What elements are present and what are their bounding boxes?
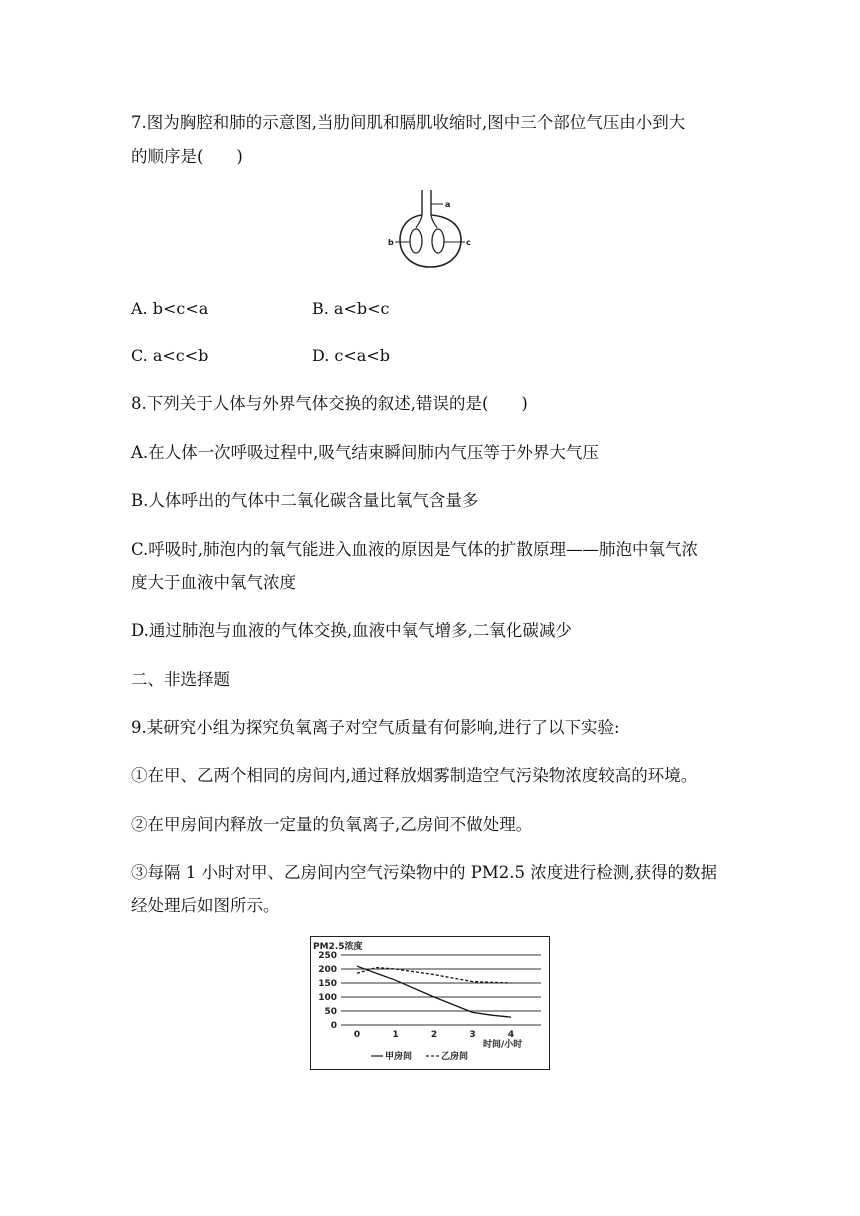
q7-option-d[interactable]: D. c<a<b — [312, 346, 390, 365]
q7-stem-line1: 7.图为胸腔和肺的示意图,当肋间肌和膈肌收缩时,图中三个部位气压由小到大 — [131, 113, 686, 132]
ytick-label: 250 — [318, 951, 337, 961]
series-line-yi — [357, 968, 511, 983]
ytick-label: 0 — [330, 1021, 337, 1031]
q9-step-1: ①在甲、乙两个相同的房间内,通过释放烟雾制造空气污染物浓度较高的环境。 — [131, 766, 698, 785]
xtick-label: 4 — [507, 1030, 515, 1040]
q7-option-c[interactable]: C. a<c<b — [131, 346, 209, 365]
q7-stem-line2: 的顺序是( ) — [131, 147, 243, 166]
q7-option-a[interactable]: A. b<c<a — [131, 299, 209, 318]
pm25-chart — [310, 936, 550, 1070]
q8-option-a[interactable]: A.在人体一次呼吸过程中,吸气结束瞬间肺内气压等于外界大气压 — [131, 443, 599, 462]
q9-step-2: ②在甲房间内释放一定量的负氧离子,乙房间不做处理。 — [131, 815, 533, 834]
q9-stem: 9.某研究小组为探究负氧离子对空气质量有何影响,进行了以下实验: — [131, 718, 620, 737]
xtick-label: 0 — [353, 1030, 361, 1040]
xtick-label: 3 — [469, 1030, 476, 1040]
chart-ylabel: PM2.5浓度 — [313, 942, 363, 952]
q9-step-3-line1: ③每隔 1 小时对甲、乙房间内空气污染物中的 PM2.5 浓度进行检测,获得的数据 — [131, 863, 717, 882]
q7-option-b[interactable]: B. a<b<c — [312, 299, 390, 318]
series-line-jia — [357, 966, 511, 1017]
ytick-label: 100 — [318, 993, 337, 1003]
q8-option-d[interactable]: D.通过肺泡与血液的气体交换,血液中氧气增多,二氧化碳减少 — [131, 621, 572, 640]
label-b: b — [388, 238, 394, 247]
q8-option-c-line1[interactable]: C.呼吸时,肺泡内的氧气能进入血液的原因是气体的扩散原理——肺泡中氧气浓 — [131, 540, 699, 559]
ytick-label: 50 — [324, 1007, 337, 1017]
q8-option-b[interactable]: B.人体呼出的气体中二氧化碳含量比氧气含量多 — [131, 491, 479, 510]
q8-option-c-line2[interactable]: 度大于血液中氧气浓度 — [131, 573, 296, 592]
q8-stem: 8.下列关于人体与外界气体交换的叙述,错误的是( ) — [131, 394, 528, 413]
ytick-label: 150 — [318, 979, 337, 989]
legend-label-yi: 乙房间 — [441, 1052, 469, 1062]
label-c: c — [466, 238, 471, 247]
chart-xlabel: 时间/小时 — [483, 1040, 523, 1050]
q9-step-3-line2: 经处理后如图所示。 — [131, 896, 280, 915]
label-a: a — [445, 200, 451, 209]
xtick-label: 2 — [430, 1030, 438, 1040]
section-heading: 二、非选择题 — [131, 670, 230, 689]
xtick-label: 1 — [392, 1030, 399, 1040]
pm25-chart-svg — [311, 937, 551, 1071]
chest-lung-diagram — [385, 190, 475, 272]
ytick-label: 200 — [318, 965, 337, 975]
legend-label-jia: 甲房间 — [385, 1052, 413, 1062]
